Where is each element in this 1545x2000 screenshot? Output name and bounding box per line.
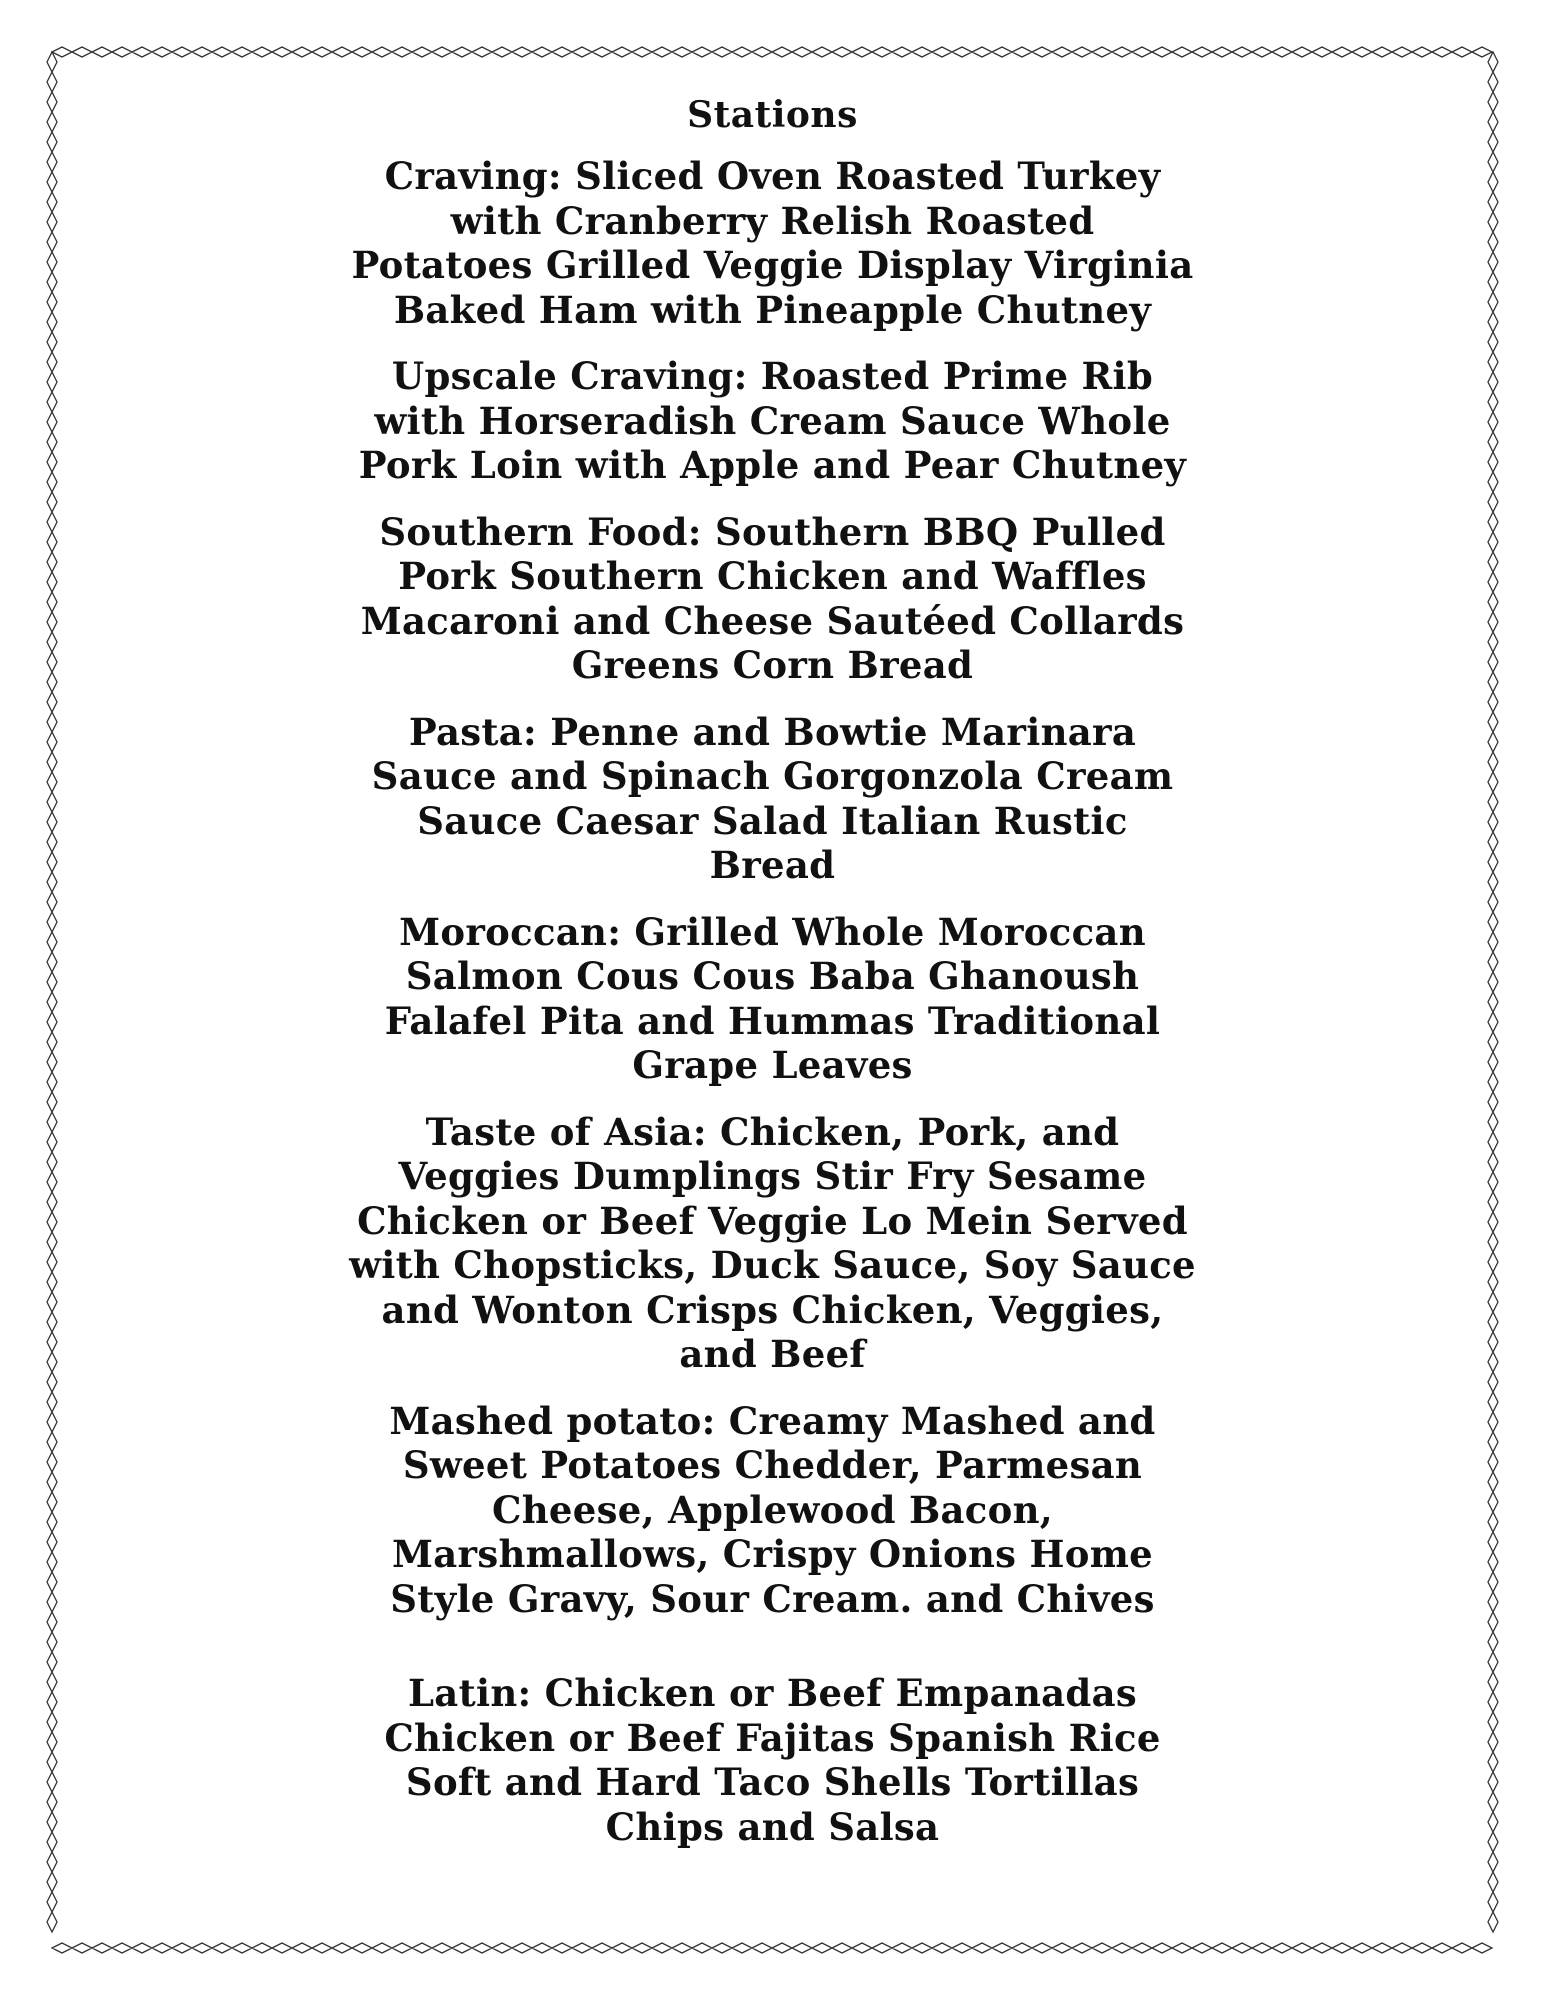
station-upscale-craving: Upscale Craving: Roasted Prime Rib with Horseradish Cream Sauce Whole Pork Loin with Apple and Pear Chutney xyxy=(358,354,1187,487)
station-mashed-potato: Mashed potato: Creamy Mashed and Sweet Potatoes Chedder, Parmesan Cheese, Applewood Bacon, Marshmallows, Crispy Onions Home Style Gravy, Sour Cream. and Chives xyxy=(389,1398,1156,1621)
station-craving: Craving: Sliced Oven Roasted Turkey with Cranberry Relish Roasted Potatoes Grilled Veggie Display Virginia Baked Ham with Pineapple Chutney xyxy=(351,154,1194,332)
station-southern-food: Southern Food: Southern BBQ Pulled Pork Southern Chicken and Waffles Macaroni and Cheese Sautéed Collards Greens Corn Bread xyxy=(360,509,1185,687)
page-title: Stations xyxy=(687,94,858,136)
station-pasta: Pasta: Penne and Bowtie Marinara Sauce and Spinach Gorgonzola Cream Sauce Caesar Salad Italian Rustic Bread xyxy=(371,709,1174,887)
station-taste-of-asia: Taste of Asia: Chicken, Pork, and Veggies Dumplings Stir Fry Sesame Chicken or Beef Veggie Lo Mein Served with Chopsticks, Duck Sauce, Soy Sauce and Wonton Crisps Chicken, Veggies, and Beef xyxy=(349,1109,1196,1376)
menu-content xyxy=(250,90,1295,1871)
station-moroccan: Moroccan: Grilled Whole Moroccan Salmon Cous Cous Baba Ghanoush Falafel Pita and Hummas Traditional Grape Leaves xyxy=(384,909,1161,1087)
station-latin: Latin: Chicken or Beef Empanadas Chicken or Beef Fajitas Spanish Rice Soft and Hard Taco Shells Tortillas Chips and Salsa xyxy=(384,1671,1161,1849)
